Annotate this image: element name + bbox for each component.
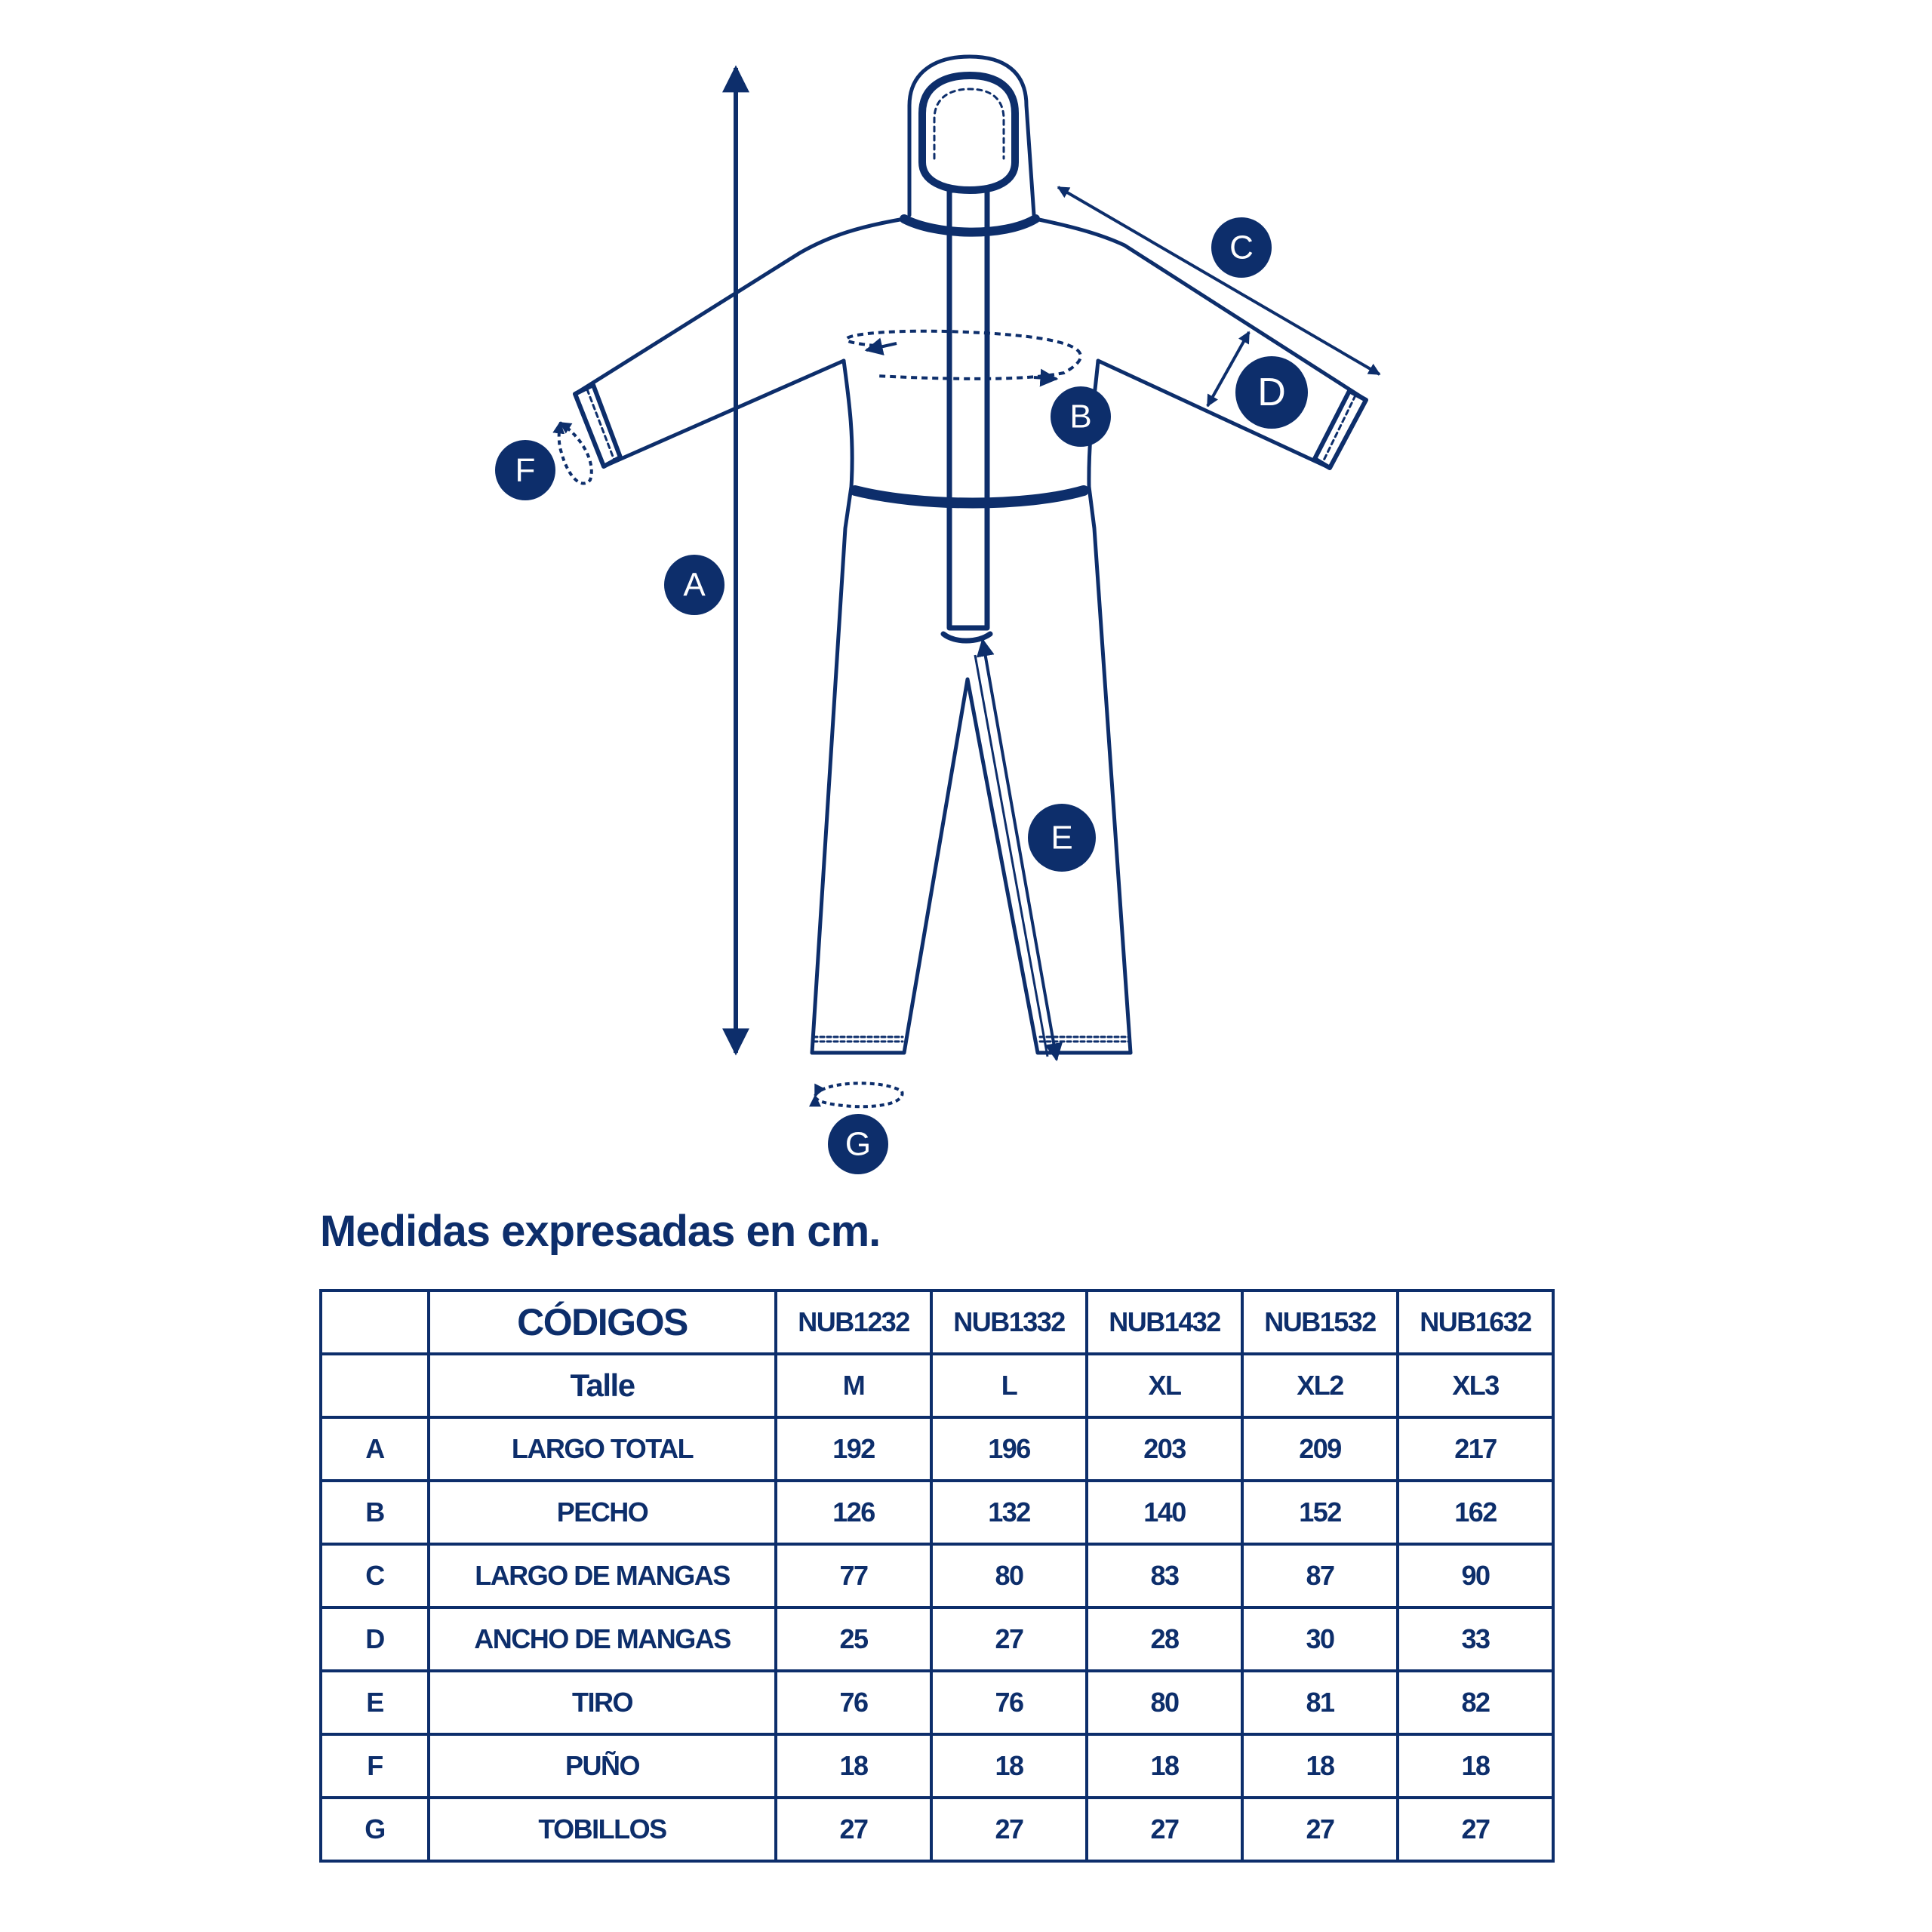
row-name: PUÑO bbox=[429, 1734, 776, 1798]
row-key: D bbox=[321, 1607, 429, 1671]
value-cell: 18 bbox=[1398, 1734, 1553, 1798]
size-table-body bbox=[321, 1291, 1553, 1861]
table-row bbox=[321, 1417, 1553, 1481]
value-cell: 209 bbox=[1242, 1417, 1398, 1481]
size-cell: XL3 bbox=[1398, 1354, 1553, 1417]
value-cell: 18 bbox=[776, 1734, 931, 1798]
table-row bbox=[321, 1734, 1553, 1798]
arrow-b bbox=[847, 331, 1081, 379]
value-cell: 27 bbox=[1398, 1798, 1553, 1861]
row-key: G bbox=[321, 1798, 429, 1861]
row-name: LARGO TOTAL bbox=[429, 1417, 776, 1481]
table-row bbox=[321, 1607, 1553, 1671]
row-name: TOBILLOS bbox=[429, 1798, 776, 1861]
value-cell: 80 bbox=[1087, 1671, 1242, 1734]
value-cell: 217 bbox=[1398, 1417, 1553, 1481]
value-cell: 152 bbox=[1242, 1481, 1398, 1544]
row-key: E bbox=[321, 1671, 429, 1734]
badge-e-text: E bbox=[1051, 819, 1073, 857]
collar bbox=[904, 219, 1035, 232]
row-key: A bbox=[321, 1417, 429, 1481]
code-cell: NUB1632 bbox=[1398, 1291, 1553, 1354]
zipper-band bbox=[949, 190, 987, 628]
badge-f-text: F bbox=[515, 451, 536, 489]
legs-inner bbox=[812, 679, 1131, 1053]
arrow-f bbox=[559, 423, 592, 484]
codes-row bbox=[321, 1291, 1553, 1354]
left-cuff bbox=[575, 385, 620, 466]
badge-d-text: D bbox=[1257, 371, 1286, 414]
value-cell: 18 bbox=[1242, 1734, 1398, 1798]
size-header: Talle bbox=[429, 1354, 776, 1417]
value-cell: 140 bbox=[1087, 1481, 1242, 1544]
right-cuff bbox=[1315, 391, 1366, 468]
badge-a-text: A bbox=[683, 566, 706, 604]
code-cell: NUB1432 bbox=[1087, 1291, 1242, 1354]
table-row bbox=[321, 1481, 1553, 1544]
value-cell: 27 bbox=[931, 1607, 1087, 1671]
badge-g-text: G bbox=[844, 1125, 872, 1163]
value-cell: 18 bbox=[931, 1734, 1087, 1798]
badge-b-text: B bbox=[1069, 398, 1092, 435]
codes-header: CÓDIGOS bbox=[429, 1291, 776, 1354]
value-cell: 196 bbox=[931, 1417, 1087, 1481]
value-cell: 28 bbox=[1087, 1607, 1242, 1671]
row-name: PECHO bbox=[429, 1481, 776, 1544]
hood-opening bbox=[922, 75, 1015, 190]
value-cell: 82 bbox=[1398, 1671, 1553, 1734]
row-name: TIRO bbox=[429, 1671, 776, 1734]
value-cell: 76 bbox=[931, 1671, 1087, 1734]
value-cell: 132 bbox=[931, 1481, 1087, 1544]
sizes-row bbox=[321, 1354, 1553, 1417]
subtitle: Medidas expresadas en cm. bbox=[320, 1207, 881, 1256]
table-row bbox=[321, 1671, 1553, 1734]
torso-right bbox=[1089, 361, 1131, 1053]
value-cell: 30 bbox=[1242, 1607, 1398, 1671]
empty-cell bbox=[321, 1291, 429, 1354]
left-sleeve bbox=[575, 219, 904, 466]
table-row bbox=[321, 1544, 1553, 1607]
value-cell: 87 bbox=[1242, 1544, 1398, 1607]
size-cell: XL bbox=[1087, 1354, 1242, 1417]
value-cell: 33 bbox=[1398, 1607, 1553, 1671]
value-cell: 126 bbox=[776, 1481, 931, 1544]
waistband bbox=[855, 491, 1084, 503]
value-cell: 81 bbox=[1242, 1671, 1398, 1734]
value-cell: 203 bbox=[1087, 1417, 1242, 1481]
arrow-c bbox=[1058, 187, 1380, 374]
value-cell: 77 bbox=[776, 1544, 931, 1607]
row-name: LARGO DE MANGAS bbox=[429, 1544, 776, 1607]
code-cell: NUB1332 bbox=[931, 1291, 1087, 1354]
size-cell: XL2 bbox=[1242, 1354, 1398, 1417]
value-cell: 80 bbox=[931, 1544, 1087, 1607]
value-cell: 25 bbox=[776, 1607, 931, 1671]
value-cell: 162 bbox=[1398, 1481, 1553, 1544]
value-cell: 27 bbox=[1242, 1798, 1398, 1861]
row-key: F bbox=[321, 1734, 429, 1798]
value-cell: 27 bbox=[1087, 1798, 1242, 1861]
size-cell: L bbox=[931, 1354, 1087, 1417]
code-cell: NUB1532 bbox=[1242, 1291, 1398, 1354]
value-cell: 76 bbox=[776, 1671, 931, 1734]
torso-left bbox=[812, 361, 852, 1053]
arrow-g bbox=[815, 1083, 903, 1106]
size-table bbox=[319, 1289, 1555, 1863]
table-row bbox=[321, 1798, 1553, 1861]
size-cell: M bbox=[776, 1354, 931, 1417]
value-cell: 83 bbox=[1087, 1544, 1242, 1607]
value-cell: 90 bbox=[1398, 1544, 1553, 1607]
row-key: B bbox=[321, 1481, 429, 1544]
value-cell: 18 bbox=[1087, 1734, 1242, 1798]
code-cell: NUB1232 bbox=[776, 1291, 931, 1354]
value-cell: 27 bbox=[931, 1798, 1087, 1861]
badge-c-text: C bbox=[1229, 229, 1254, 266]
value-cell: 192 bbox=[776, 1417, 931, 1481]
empty-cell bbox=[321, 1354, 429, 1417]
value-cell: 27 bbox=[776, 1798, 931, 1861]
row-name: ANCHO DE MANGAS bbox=[429, 1607, 776, 1671]
row-key: C bbox=[321, 1544, 429, 1607]
